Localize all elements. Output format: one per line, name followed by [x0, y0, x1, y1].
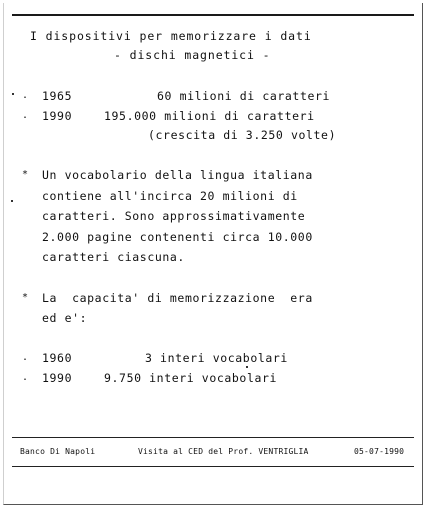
footer-date: 05-07-1990	[354, 447, 405, 456]
bullet-dot: .	[22, 372, 29, 383]
vocabulary-line-2: contiene all'incirca 20 milioni di	[42, 189, 298, 203]
footer-rule-bottom	[12, 466, 414, 467]
footer-organization: Banco Di Napoli	[20, 447, 96, 456]
comparison-value-1960: 3 interi vocabolari	[145, 351, 288, 365]
scan-speck	[12, 93, 14, 95]
slide-title: I dispositivi per memorizzare i dati	[30, 29, 312, 43]
bullet-star: *	[22, 169, 29, 180]
comparison-value-1990: 9.750 interi vocabolari	[104, 371, 278, 385]
footer-event: Visita al CED del Prof. VENTRIGLIA	[138, 447, 309, 456]
slide-subtitle: - dischi magnetici -	[114, 48, 271, 62]
growth-value-1965: 60 milioni di caratteri	[157, 89, 331, 103]
footer-rule-top	[12, 437, 414, 438]
vocabulary-line-5: caratteri ciascuna.	[42, 250, 185, 264]
growth-year-1990: 1990	[42, 109, 73, 123]
bullet-star: *	[22, 292, 29, 303]
bullet-dot: .	[22, 110, 29, 121]
bullet-dot: .	[22, 90, 29, 101]
capacity-line-2: ed e':	[42, 311, 88, 325]
scan-speck	[246, 366, 248, 368]
vocabulary-line-3: caratteri. Sono approssimativamente	[42, 209, 306, 223]
growth-year-1965: 1965	[42, 89, 73, 103]
comparison-year-1960: 1960	[42, 351, 73, 365]
capacity-line-1: La capacita' di memorizzazione era	[42, 291, 313, 305]
vocabulary-line-4: 2.000 pagine contenenti circa 10.000	[42, 230, 313, 244]
top-rule	[12, 14, 414, 16]
growth-value-1990: 195.000 milioni di caratteri	[104, 109, 315, 123]
bullet-dot: .	[22, 352, 29, 363]
vocabulary-line-1: Un vocabolario della lingua italiana	[42, 168, 313, 182]
scan-speck	[11, 200, 13, 202]
growth-note: (crescita di 3.250 volte)	[148, 128, 337, 142]
comparison-year-1990: 1990	[42, 371, 73, 385]
